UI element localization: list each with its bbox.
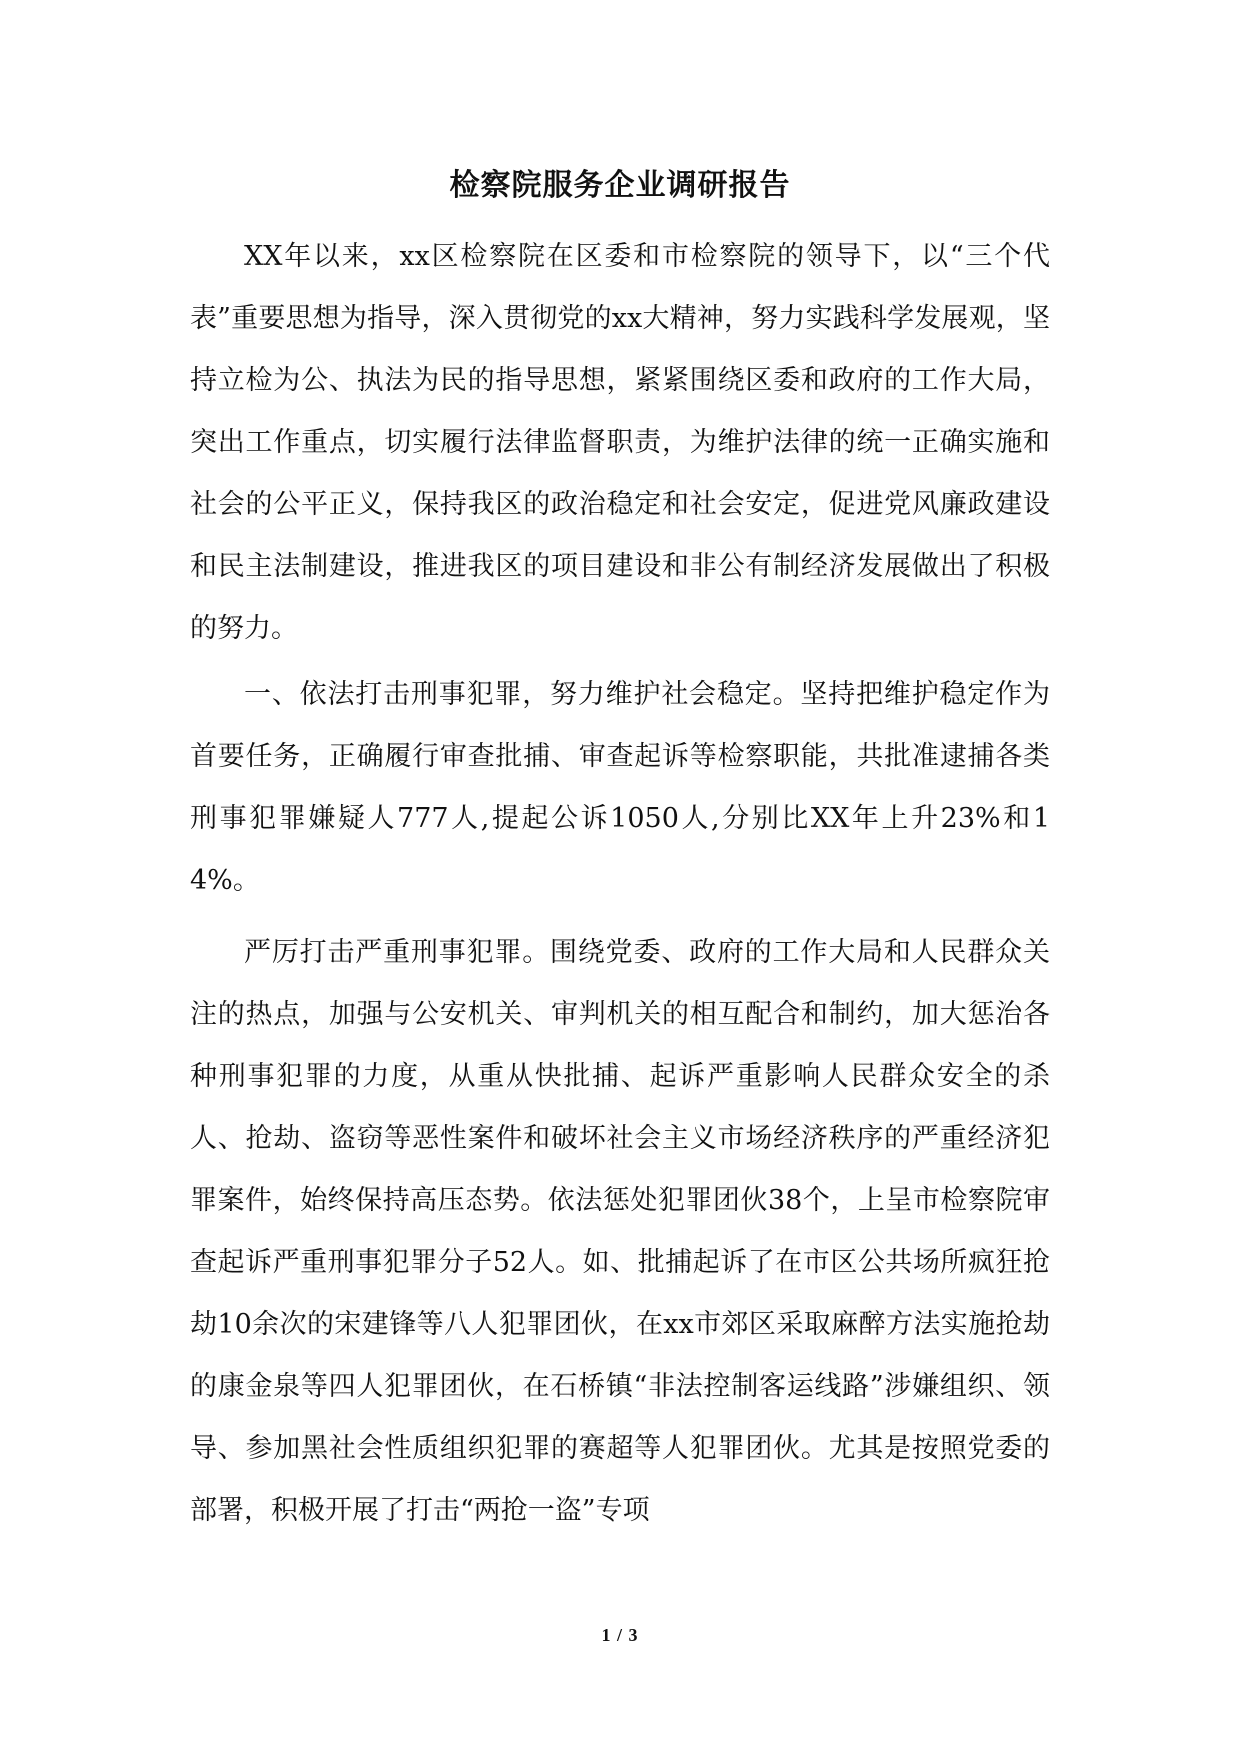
- paragraph-intro: XX年以来，xx区检察院在区委和市检察院的领导下，以“三个代表”重要思想为指导，深入贯彻党的xx大精神，努力实践科学发展观，坚持立检为公、执法为民的指导思想，紧紧围绕区委和政府的工作大局，突出工作重点，切实履行法律监督职责，为维护法律的统一正确实施和社会的公平正义，保持我区的政治稳定和社会安定，促进党风廉政建设和民主法制建设，推进我区的项目建设和非公有制经济发展做出了积极的努力。: [190, 241, 1050, 644]
- paragraph-section-one: 一、依法打击刑事犯罪，努力维护社会稳定。坚持把维护稳定作为首要任务，正确履行审查批捕、审查起诉等检察职能，共批准逮捕各类刑事犯罪嫌疑人777人,提起公诉1050人,分别比XX年上升23%和14%。: [190, 679, 1050, 896]
- document-title: 检察院服务企业调研报告: [449, 168, 791, 203]
- page-number: 1 / 3: [601, 1625, 639, 1645]
- paragraph-crackdown: 严厉打击严重刑事犯罪。围绕党委、政府的工作大局和人民群众关注的热点，加强与公安机关、审判机关的相互配合和制约，加大惩治各种刑事犯罪的力度，从重从快批捕、起诉严重影响人民群众安全的杀人、抢劫、盗窃等恶性案件和破坏社会主义市场经济秩序的严重经济犯罪案件，始终保持高压态势。依法惩处犯罪团伙38个，上呈市检察院审查起诉严重刑事犯罪分子52人。如、批捕起诉了在市区公共场所疯狂抢劫10余次的宋建锋等八人犯罪团伙，在xx市郊区采取麻醉方法实施抢劫的康金泉等四人犯罪团伙，在石桥镇“非法控制客运线路”涉嫌组织、领导、参加黑社会性质组织犯罪的赛超等人犯罪团伙。尤其是按照党委的部署，积极开展了打击“两抢一盗”专项: [190, 937, 1050, 1526]
- document-body: [190, 226, 1050, 1542]
